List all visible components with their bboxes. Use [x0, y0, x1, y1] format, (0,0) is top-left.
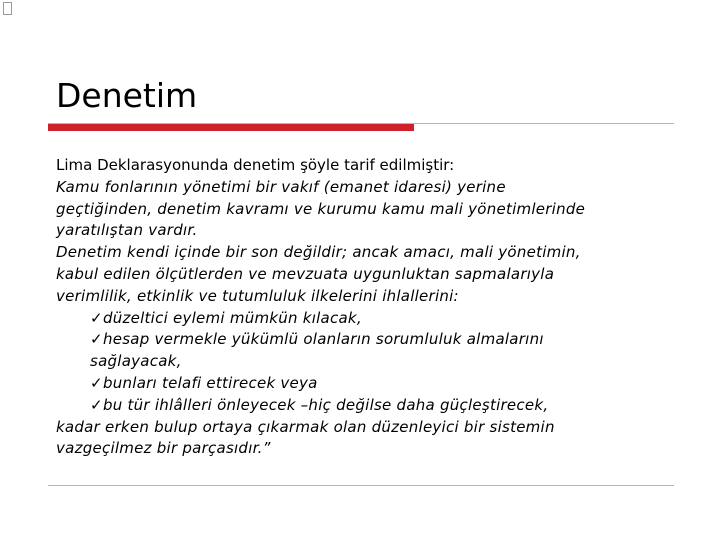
title-accent-bar	[48, 124, 414, 131]
corner-box-decoration	[3, 2, 12, 15]
bullet-item	[56, 373, 696, 395]
slide-title: Denetim	[56, 76, 198, 115]
bullet-item-text: hesap vermekle yükümlü olanların sorumluluk almalarını	[103, 330, 544, 349]
body-line	[56, 199, 696, 221]
body-line	[56, 220, 696, 242]
body-line-text: geçtiğinden, denetim kavramı ve kurumu kamu mali yönetimlerinde	[56, 199, 586, 218]
body-line-text: kabul edilen ölçütlerden ve mevzuata uygunluktan sapmalarıyla	[56, 264, 555, 283]
body-line-text: Denetim kendi içinde bir son değildir; ancak amacı, mali yönetimin,	[56, 243, 581, 262]
slide-body-text	[56, 155, 696, 460]
body-line	[56, 438, 696, 460]
bullet-item-text: bu tür ihlâlleri önleyecek –hiç değilse daha güçleştirecek,	[103, 395, 549, 414]
body-line-text: Kamu fonlarının yönetimi bir vakıf (emanet idaresi) yerine	[56, 177, 506, 196]
body-line-text: kadar erken bulup ortaya çıkarmak olan düzenleyici bir sistemin	[56, 417, 555, 436]
body-line-text: Lima Deklarasyonunda denetim şöyle tarif edilmiştir:	[56, 156, 455, 174]
body-line	[56, 264, 696, 286]
bullet-item-text: düzeltici eylemi mümkün kılacak,	[103, 308, 362, 327]
checkmark-icon: ✓	[90, 373, 103, 392]
body-line	[56, 242, 696, 264]
bullet-item	[56, 395, 696, 417]
checkmark-icon: ✓	[90, 330, 103, 349]
body-line	[56, 286, 696, 308]
bullet-item-text: bunları telafi ettirecek veya	[103, 373, 318, 392]
body-line	[56, 417, 696, 439]
body-line-text: vazgeçilmez bir parçasıdır.”	[56, 439, 271, 458]
checkmark-icon: ✓	[90, 395, 103, 414]
bullet-item	[56, 329, 696, 351]
bullet-item	[56, 308, 696, 330]
body-line-text: yaratılıştan vardır.	[56, 221, 198, 240]
bullet-item-text: sağlayacak,	[90, 352, 182, 371]
checkmark-icon: ✓	[90, 308, 103, 327]
bullet-item-continuation	[56, 351, 696, 373]
body-line	[56, 155, 696, 177]
footer-divider-line	[48, 485, 674, 486]
body-line-text: verimlilik, etkinlik ve tutumluluk ilkelerini ihlallerini:	[56, 286, 459, 305]
body-line	[56, 177, 696, 199]
